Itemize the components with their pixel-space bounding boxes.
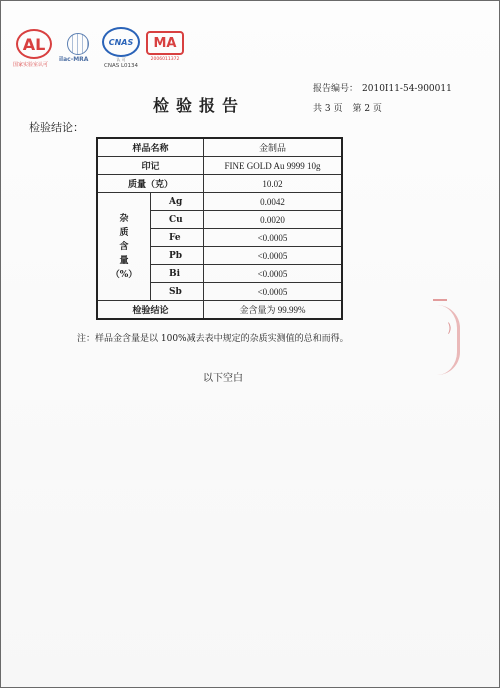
element-name: Sb bbox=[151, 283, 204, 301]
row-value: FINE GOLD Au 9999 10g bbox=[204, 157, 343, 175]
element-name: Fe bbox=[151, 229, 204, 247]
cnas-logo-caption: CNAS L0134 bbox=[103, 63, 139, 69]
report-number-label: 报告编号： bbox=[313, 84, 359, 94]
table-row bbox=[97, 157, 342, 175]
cal-logo-mark: AL bbox=[16, 29, 52, 59]
total-pages: 共 3 页 bbox=[313, 104, 343, 114]
cma-logo-mark: MA bbox=[146, 31, 184, 55]
seal-stamp: ) bbox=[433, 295, 463, 383]
page-info bbox=[313, 101, 382, 114]
table-row bbox=[97, 138, 342, 157]
impurity-label-char: 量 bbox=[119, 255, 129, 266]
row-value: 10.02 bbox=[204, 175, 343, 193]
table-row bbox=[97, 301, 342, 320]
cma-logo bbox=[145, 31, 185, 62]
cnas-logo bbox=[101, 27, 141, 69]
element-value: <0.0005 bbox=[204, 283, 343, 301]
element-value: <0.0005 bbox=[204, 265, 343, 283]
table-row bbox=[97, 175, 342, 193]
current-page: 第 2 页 bbox=[352, 104, 382, 114]
element-value: 0.0020 bbox=[204, 211, 343, 229]
ilac-logo-caption: ilac-MRA bbox=[59, 56, 89, 63]
cnas-logo-mark: CNAS bbox=[102, 27, 140, 57]
element-name: Ag bbox=[151, 193, 204, 211]
element-value: 0.0042 bbox=[204, 193, 343, 211]
row-label: 样品名称 bbox=[97, 138, 204, 157]
ilac-mra-logo bbox=[59, 33, 95, 63]
cal-logo-caption: 国家实验室认可 bbox=[13, 62, 49, 68]
impurity-label-char: 含 bbox=[119, 241, 129, 252]
cnas-logo-sub: 认 可 bbox=[116, 57, 126, 62]
row-label: 印记 bbox=[97, 157, 204, 175]
impurity-label-char: 杂 bbox=[119, 213, 129, 224]
results-table bbox=[96, 137, 343, 320]
footnote: 注：样品金含量是以 100%减去表中规定的杂质实测值的总和而得。 bbox=[77, 334, 349, 344]
globe-icon bbox=[67, 33, 89, 55]
element-value: <0.0005 bbox=[204, 247, 343, 265]
impurity-group-label bbox=[97, 193, 151, 301]
report-number-value: 2010I11-54-900011 bbox=[362, 84, 452, 94]
element-name: Pb bbox=[151, 247, 204, 265]
element-name: Cu bbox=[151, 211, 204, 229]
impurity-label-char: （%） bbox=[110, 269, 138, 280]
conclusion-label: 检验结论： bbox=[29, 121, 84, 134]
cma-logo-caption: 2006011372 bbox=[150, 57, 180, 62]
blank-below-text: 以下空白 bbox=[203, 373, 243, 384]
row-label: 质量（克） bbox=[97, 175, 204, 193]
impurity-label-char: 质 bbox=[119, 227, 129, 238]
element-value: <0.0005 bbox=[204, 229, 343, 247]
report-number bbox=[313, 81, 452, 94]
element-name: Bi bbox=[151, 265, 204, 283]
conclusion-row-label: 检验结论 bbox=[97, 301, 204, 320]
row-value: 金制品 bbox=[204, 138, 343, 157]
table-row bbox=[97, 193, 342, 211]
conclusion-row-value: 金含量为 99.99% bbox=[204, 301, 343, 320]
cal-logo bbox=[13, 29, 55, 68]
page-title: 检验报告 bbox=[153, 96, 246, 115]
